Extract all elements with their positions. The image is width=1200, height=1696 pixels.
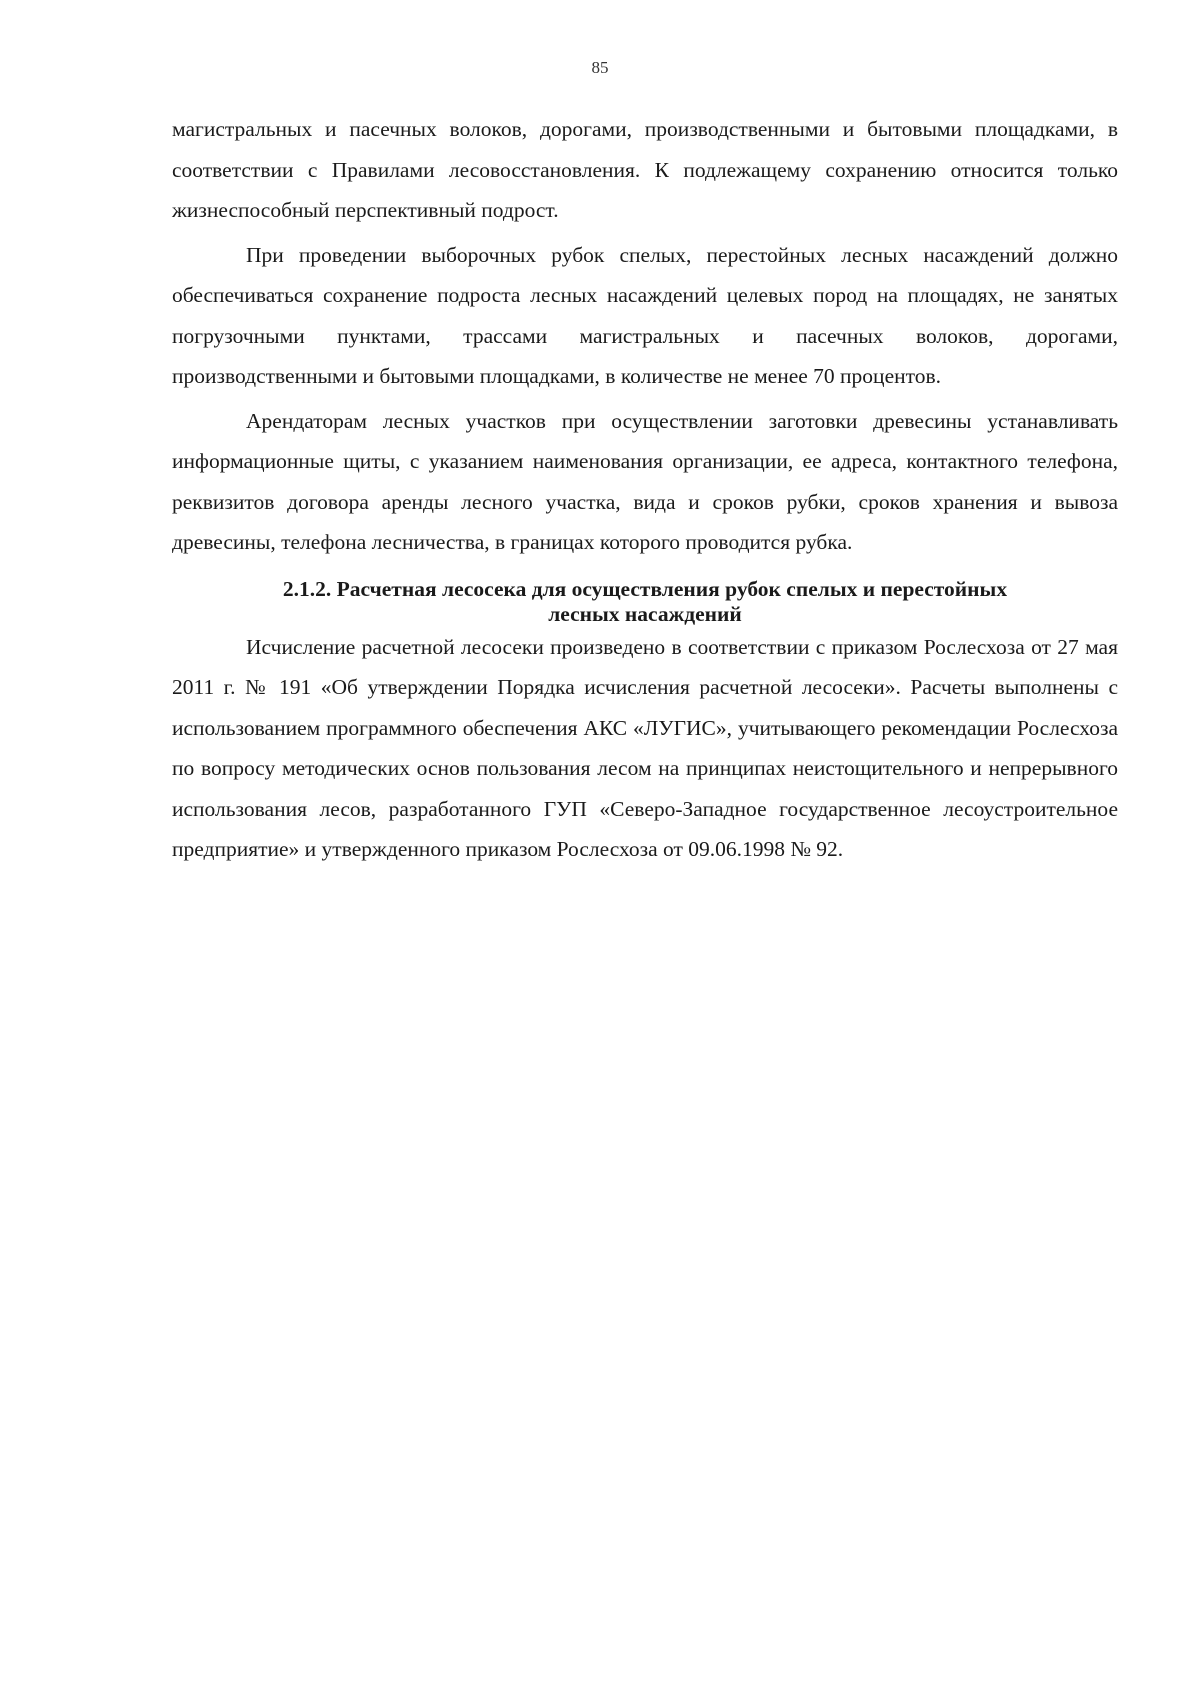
- paragraph-selective-cutting: При проведении выборочных рубок спелых, перестойных лесных насаждений должно обеспечиваться сохранение подроста лесных насаждений целевых пород на площадях, не занятых погрузочными пунктами, трассами магистральных и пасечных волоков, дорогами, производственными и бытовыми площадками, в количестве не менее 70 процентов.: [172, 242, 1118, 388]
- section-heading: 2.1.2. Расчетная лесосека для осуществления рубок спелых и перестойных лесных насаждений: [282, 576, 1008, 626]
- document-body: [172, 109, 1118, 870]
- paragraph-continuation: магистральных и пасечных волоков, дорогами, производственными и бытовыми площадками, в соответствии с Правилами лесовосстановления. К подлежащему сохранению относится только жизнеспособный перспективный подрост.: [172, 117, 1118, 222]
- paragraph-calculation: Исчисление расчетной лесосеки произведено в соответствии с приказом Рослесхоза от 27 мая 2011 г. № 191 «Об утверждении Порядка исчисления расчетной лесосеки». Расчеты выполнены с использованием программного обеспечения АКС «ЛУГИС», учитывающего рекомендации Рослесхоза по вопросу методических основ пользования лесом на принципах неистощительного и непрерывного использования лесов, разработанного ГУП «Северо-Западное государственное лесоустроительное предприятие» и утвержденного приказом Рослесхоза от 09.06.1998 № 92.: [172, 634, 1118, 861]
- paragraph-information-boards: Арендаторам лесных участков при осуществлении заготовки древесины устанавливать информационные щиты, с указанием наименования организации, ее адреса, контактного телефона, реквизитов договора аренды лесного участка, вида и сроков рубки, сроков хранения и вывоза древесины, телефона лесничества, в границах которого проводится рубка.: [172, 408, 1118, 554]
- page-number: 85: [591, 58, 609, 77]
